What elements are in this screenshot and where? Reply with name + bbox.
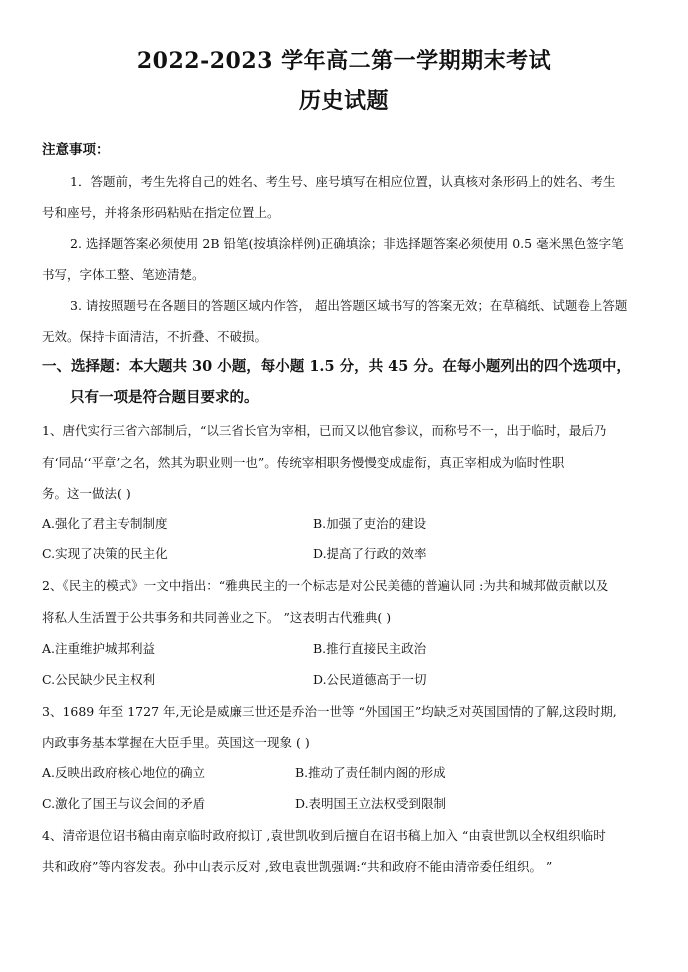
question-1-option-d: D.提高了行政的效率: [313, 546, 427, 561]
question-2-text: 将私人生活置于公共事务和共同善业之下。 ”这表明古代雅典( ): [42, 610, 392, 625]
subject-title: 历史试题: [298, 88, 389, 114]
notice-line: 号和座号，并将条形码粘贴在指定位置上。: [42, 205, 280, 220]
section-heading: 一、选择题：本大题共 30 小题，每小题 1.5 分，共 45 分。在每小题列出的四个选项中，: [42, 358, 631, 375]
question-4-text: 共和政府”等内容发表。孙中山表示反对 ,致电袁世凯强调:“共和政府不能由清帝委任组织。 ”: [42, 859, 553, 874]
question-1-option-a: A.强化了君主专制制度: [42, 516, 168, 531]
question-3-option-b: B.推动了责任制内阁的形成: [295, 765, 446, 780]
question-1-text: 1、唐代实行三省六部制后，“以三省长官为宰相，已而又以他官参议，而称号不一，出于临时，最后乃: [42, 423, 607, 438]
notice-line: 无效。保持卡面清洁，不折叠、不破损。: [42, 329, 268, 344]
notice-line: 1．答题前，考生先将自己的姓名、考生号、座号填写在相应位置，认真核对条形码上的姓名、考生: [70, 174, 616, 189]
notice-line: 3. 请按照题号在各题目的答题区域内作答， 超出答题区域书写的答案无效；在草稿纸、试题卷上答题: [70, 298, 628, 313]
question-3-text: 3、1689 年至 1727 年,无论是威廉三世还是乔治一世等 “外国国王”均缺乏对英国国情的了解,这段时期,: [42, 704, 617, 719]
question-1-text: 有‘同品‘‘平章’之名，然其为职业则一也”。传统宰相职务慢慢变成虚衔，真正宰相成为临时性职: [42, 455, 565, 470]
section-heading: 只有一项是符合题目要求的。: [70, 389, 259, 406]
question-2-text: 2、《民主的模式》一文中指出：“雅典民主的一个标志是对公民美德的普遍认同 :为共和城邦做贡献以及: [42, 578, 609, 593]
question-2-option-c: C.公民缺少民主权利: [42, 672, 156, 687]
question-2-option-d: D.公民道德高于一切: [313, 672, 427, 687]
notice-heading: 注意事项：: [42, 142, 110, 158]
question-2-option-a: A.注重维护城邦利益: [42, 641, 156, 656]
question-3-text: 内政事务基本掌握在大臣手里。英国这一现象 ( ): [42, 735, 310, 750]
question-3-option-c: C.激化了国王与议会间的矛盾: [42, 796, 206, 811]
exam-title: 2022-2023 学年高二第一学期期末考试: [136, 48, 552, 74]
question-4-text: 4、清帝退位诏书稿由南京临时政府拟订 ,袁世凯收到后擅自在诏书稿上加入 “由袁世凯以全权组织临时: [42, 828, 606, 843]
question-1-option-b: B.加强了吏治的建设: [313, 516, 427, 531]
notice-line: 2. 选择题答案必须使用 2B 铅笔(按填涂样例)正确填涂；非选择题答案必须使用 0.5 毫米黑色签字笔: [70, 236, 624, 251]
question-1-option-c: C.实现了决策的民主化: [42, 546, 168, 561]
question-3-option-d: D.表明国王立法权受到限制: [295, 796, 447, 811]
question-3-option-a: A.反映出政府核心地位的确立: [42, 765, 206, 780]
question-1-text: 务。这一做法( ): [42, 486, 131, 501]
question-2-option-b: B.推行直接民主政治: [313, 641, 427, 656]
notice-line: 书写，字体工整、笔迹清楚。: [42, 267, 205, 282]
